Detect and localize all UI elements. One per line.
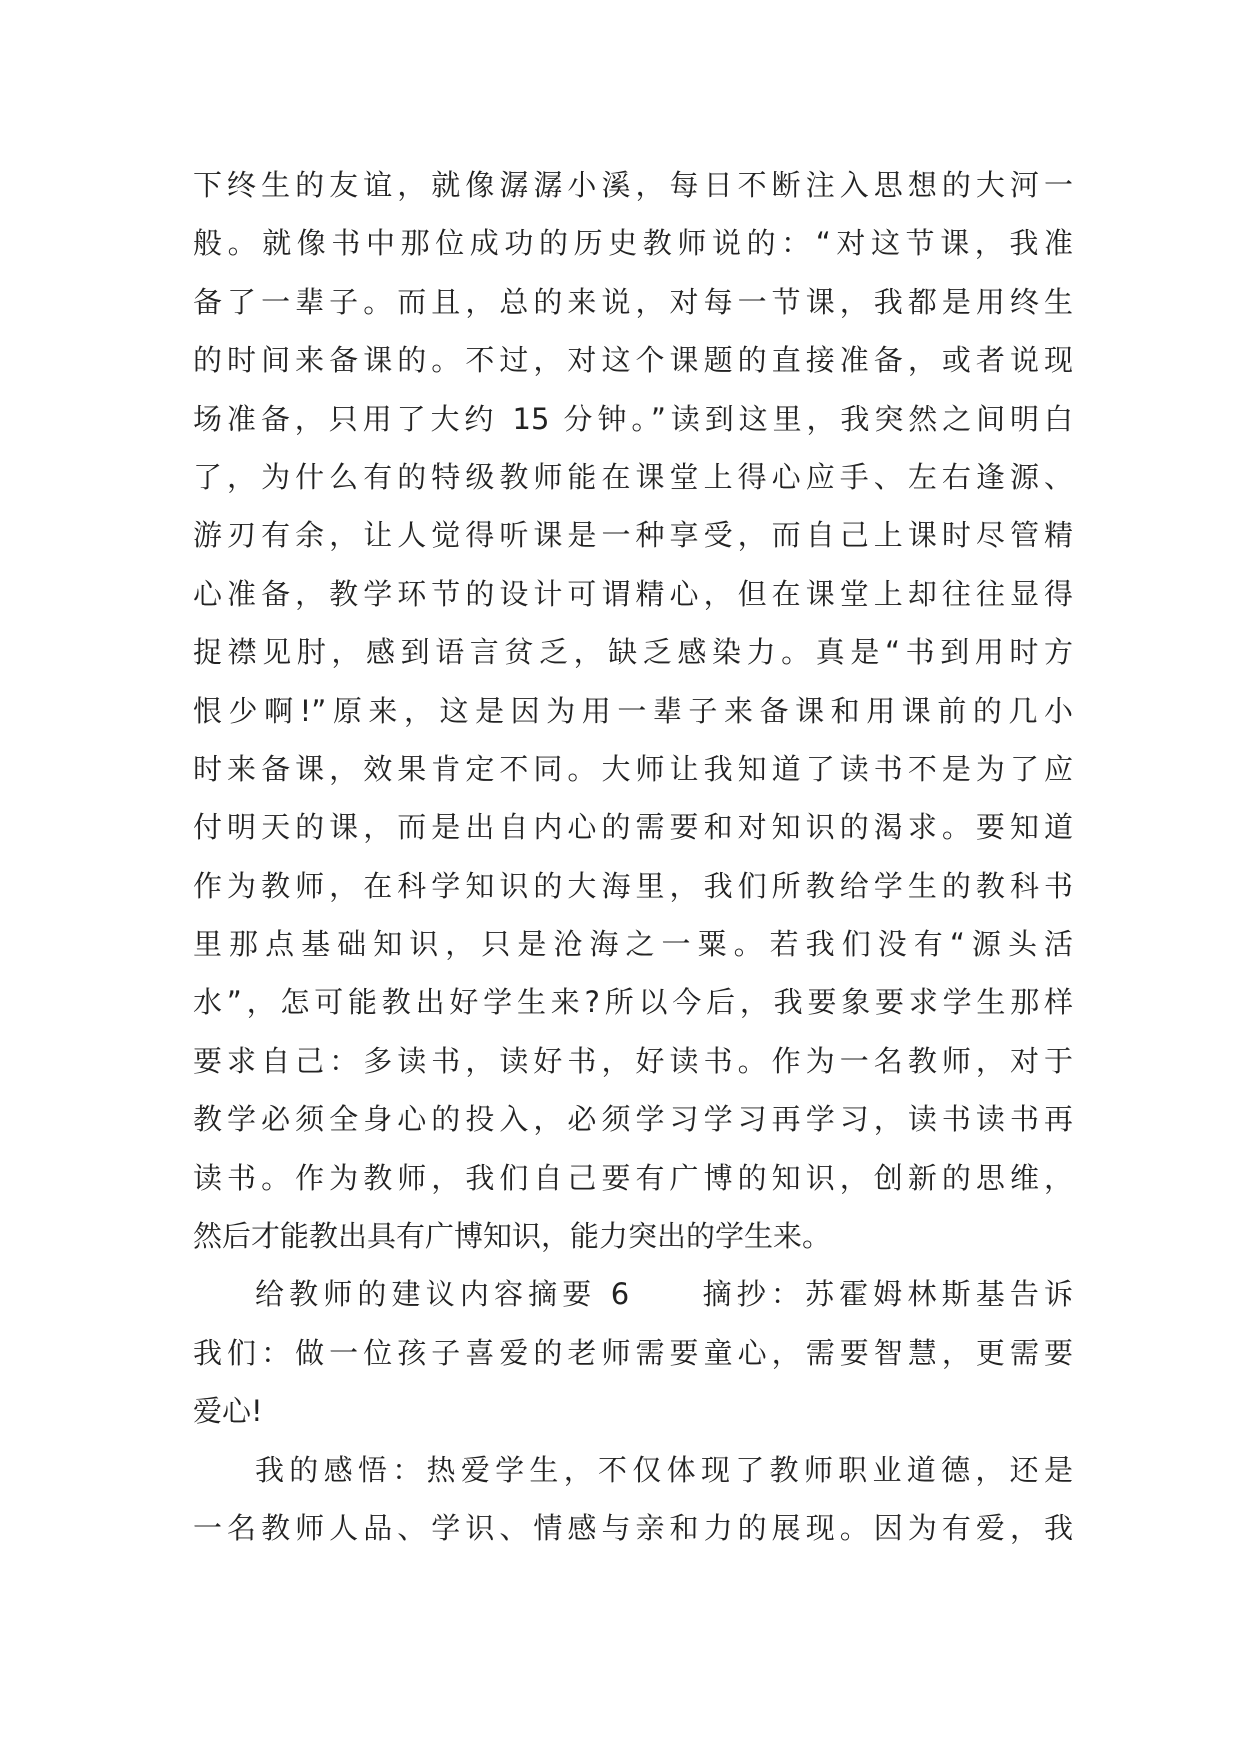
text-line: 教学必须全身心的投入，必须学习学习再学习，读书读书再 [193,1102,1073,1137]
text-line: 我的感悟：热爱学生，不仅体现了教师职业道德，还是 [255,1452,1073,1487]
text-line: 备了一辈子。而且，总的来说，对每一节课，我都是用终生 [193,284,1073,319]
text-line: 作为教师，在科学知识的大海里，我们所教给学生的教科书 [193,868,1073,903]
text-line: 下终生的友谊，就像潺潺小溪，每日不断注入思想的大河一 [193,168,1073,202]
text-line: 里那点基础知识，只是沧海之一粟。若我们没有“源头活 [193,927,1073,962]
text-line: 付明天的课，而是出自内心的需要和对知识的渴求。要知道 [193,810,1073,845]
text-line: 一名教师人品、学识、情感与亲和力的展现。因为有爱，我 [193,1510,1073,1545]
text-line: 心准备，教学环节的设计可谓精心，但在课堂上却往往显得 [193,576,1073,611]
text-line: 我们：做一位孩子喜爱的老师需要童心，需要智慧，更需要 [193,1335,1073,1370]
text-line: 读书。作为教师，我们自己要有广博的知识，创新的思维， [193,1160,1073,1195]
text-line: 捉襟见肘，感到语言贫乏，缺乏感染力。真是“书到用时方 [193,635,1073,670]
text-line: 要求自己：多读书，读好书，好读书。作为一名教师，对于 [193,1043,1073,1078]
text-line: 给教师的建议内容摘要 6 摘抄：苏霍姆林斯基告诉 [255,1277,1073,1312]
text-line: 了，为什么有的特级教师能在课堂上得心应手、左右逢源、 [193,459,1073,494]
text-line: 游刃有余，让人觉得听课是一种享受，而自己上课时尽管精 [193,518,1073,553]
text-line: 般。就像书中那位成功的历史教师说的：“对这节课，我准 [193,226,1073,261]
text-line: 场准备，只用了大约 15 分钟。”读到这里，我突然之间明白 [193,401,1073,436]
text-line: 然后才能教出具有广博知识，能力突出的学生来。 [193,1219,832,1254]
text-line: 恨少啊!”原来，这是因为用一辈子来备课和用课前的几小 [193,693,1073,728]
text-line: 爱心! [193,1394,263,1429]
text-line: 的时间来备课的。不过，对这个课题的直接准备，或者说现 [193,343,1073,378]
text-line: 时来备课，效果肯定不同。大师让我知道了读书不是为了应 [193,751,1073,786]
text-line: 水”，怎可能教出好学生来?所以今后，我要象要求学生那样 [193,985,1073,1020]
body-text [193,156,1073,1557]
